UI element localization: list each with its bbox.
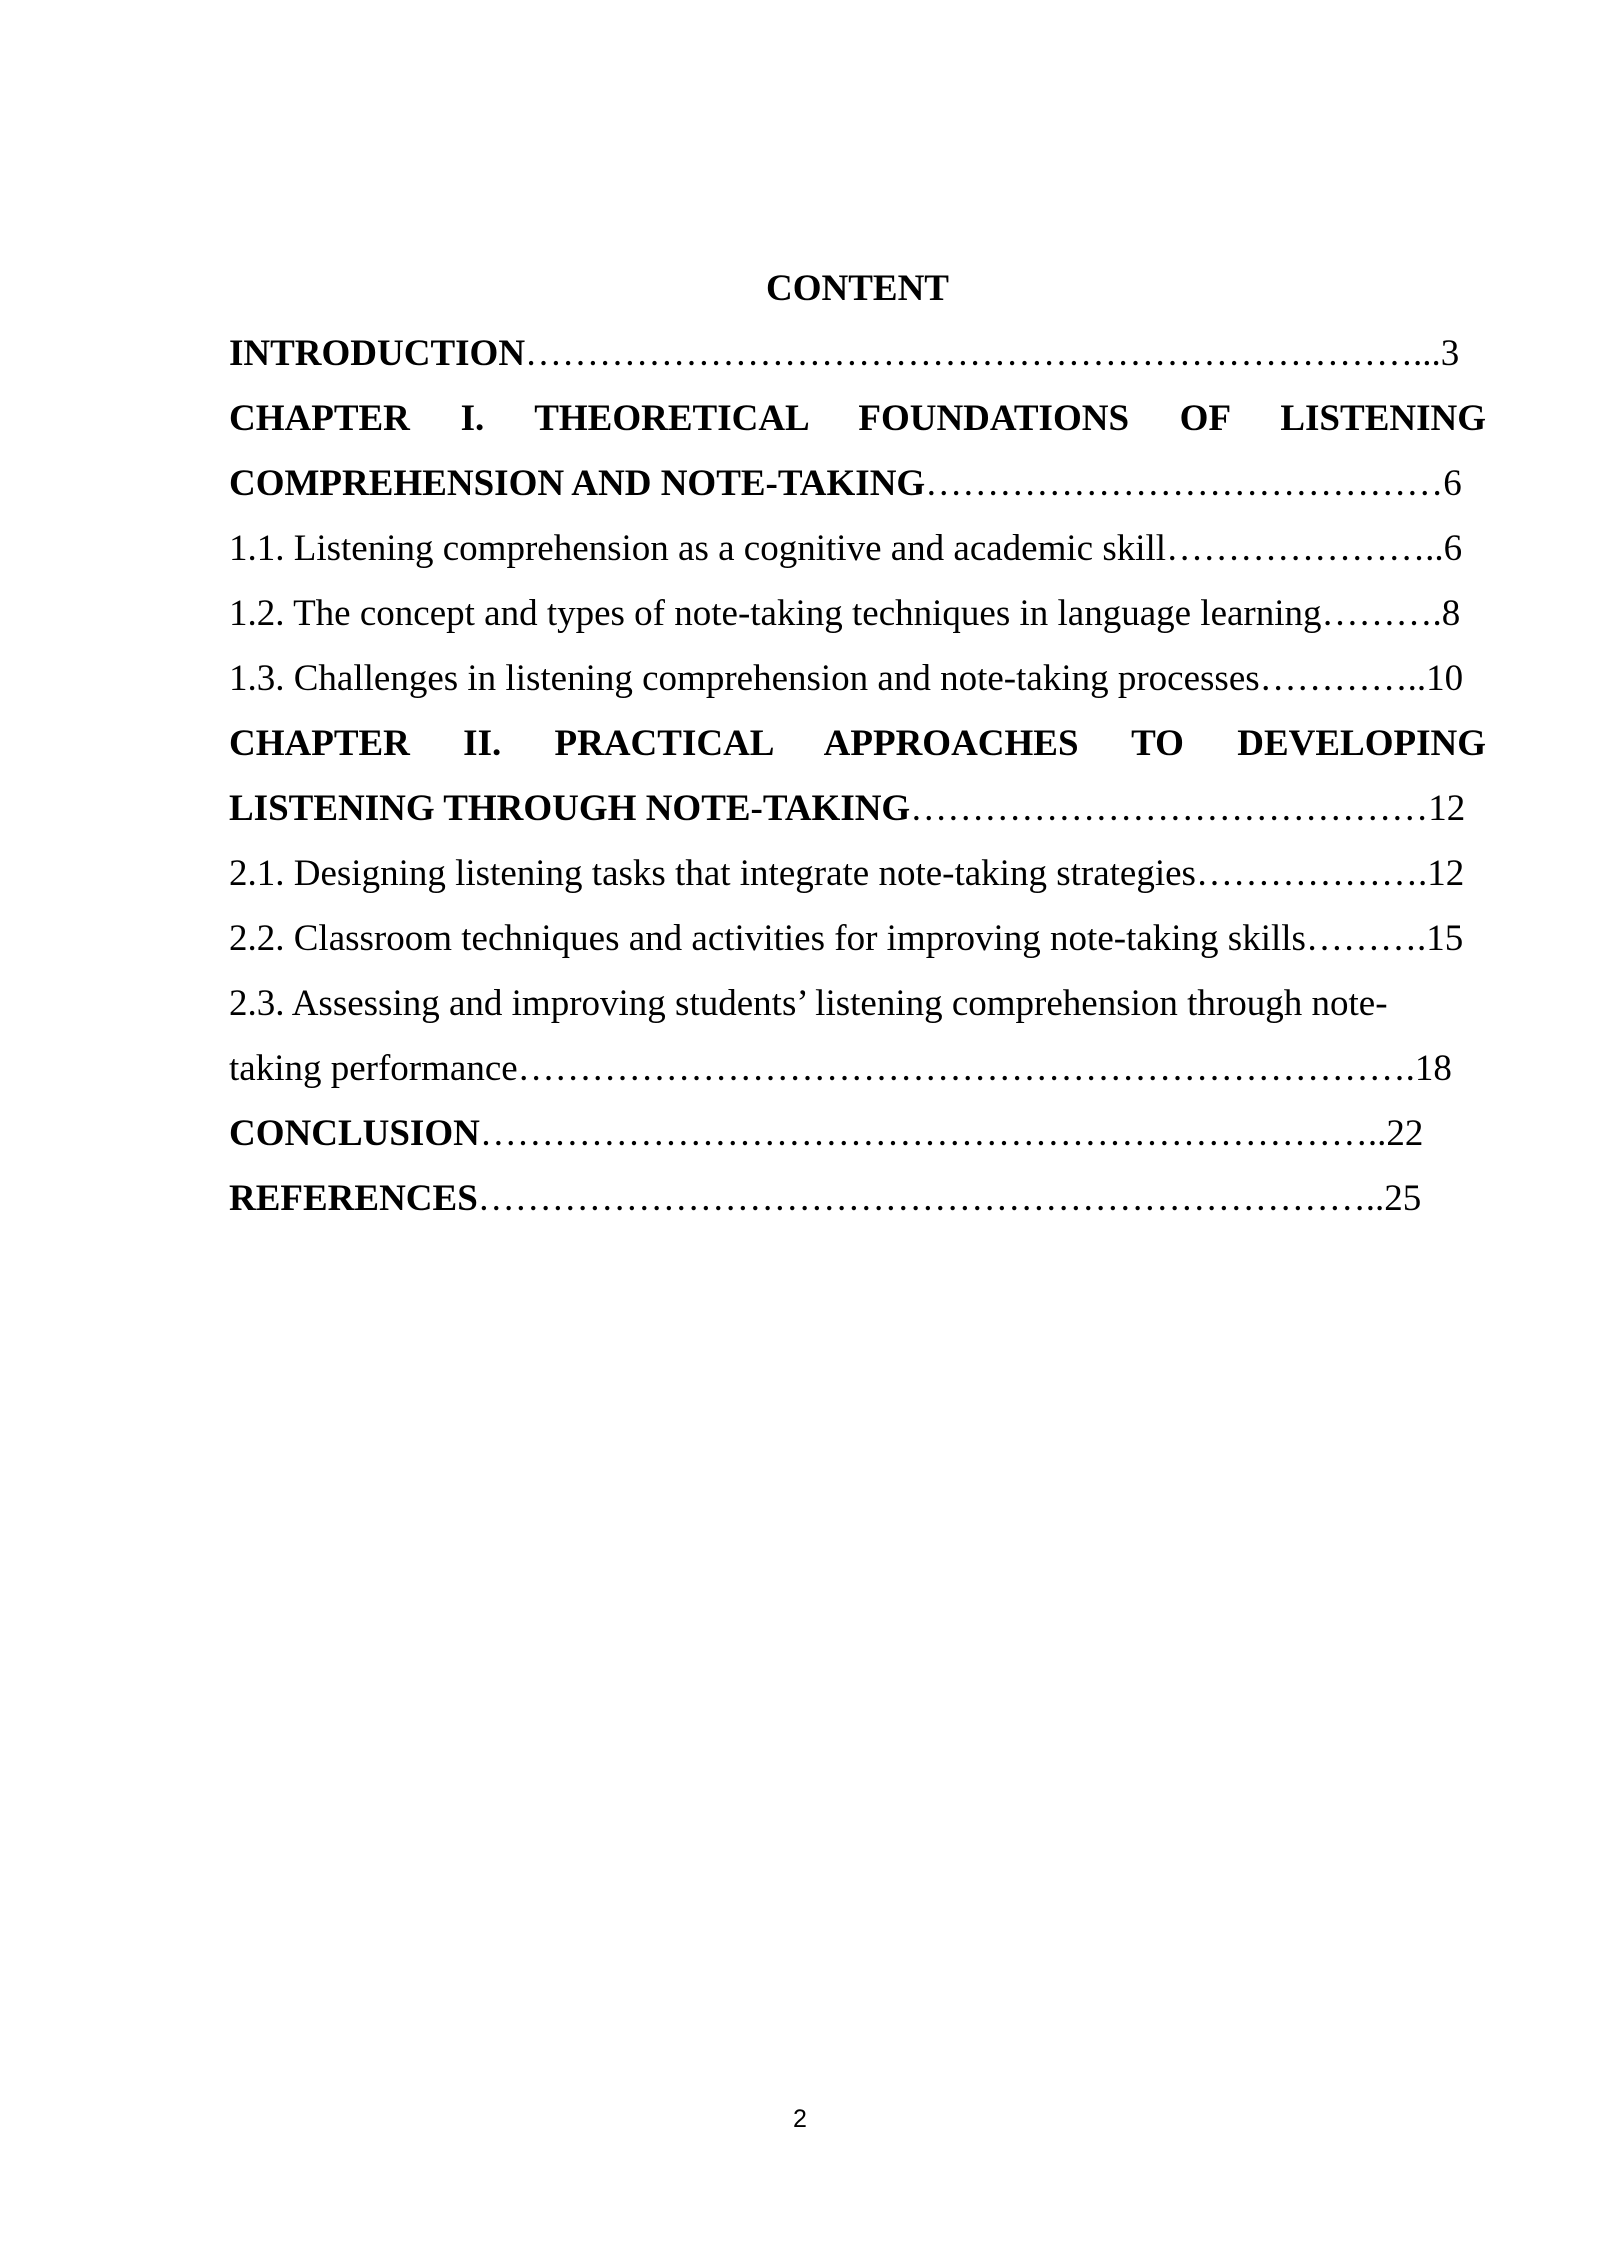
toc-leader: ………….. (1259, 658, 1427, 699)
toc-page-number: 3 (1440, 333, 1460, 374)
toc-leader: ……………………………………………………………….. (477, 1178, 1385, 1219)
toc-entry-text: 1.3. Challenges in listening comprehension and note-taking processes (229, 658, 1260, 699)
toc-page-number: 15 (1426, 918, 1464, 959)
toc-entry-text: REFERENCES (229, 1178, 478, 1219)
toc-entry-text: CONCLUSION (229, 1113, 480, 1154)
toc-entry-text: 2.1. Designing listening tasks that integrate note-taking strategies (229, 853, 1196, 894)
toc-entry-text: INTRODUCTION (229, 333, 526, 374)
toc-entry-chapter-1-continued (229, 451, 1486, 516)
toc-entry-2-3: 2.3. Assessing and improving students’ listening comprehension through note- (229, 983, 1388, 1024)
toc-entry-chapter-2-continued (229, 776, 1486, 841)
toc-page-number: 8 (1441, 593, 1461, 634)
toc-leader: …………………………………… (925, 463, 1444, 504)
toc-leader: ………………….. (1166, 528, 1444, 569)
toc-page-number: 18 (1414, 1048, 1452, 1089)
toc-leader: ………. (1305, 918, 1427, 959)
toc-entry-text: 1.1. Listening comprehension as a cognitive and academic skill (229, 528, 1167, 569)
toc-page-number: 6 (1443, 528, 1463, 569)
toc-entry-2-2 (229, 906, 1486, 971)
toc-entry-text: taking performance (229, 1048, 518, 1089)
toc-title: CONTENT (766, 268, 949, 309)
toc-entry-text: 1.2. The concept and types of note-taking techniques in language learning (229, 593, 1322, 634)
toc-leader: ………………………………………………………………. (517, 1048, 1415, 1089)
toc-entry-1-2 (229, 581, 1486, 646)
toc-entry-introduction (229, 321, 1486, 386)
toc-page-number: 22 (1386, 1113, 1424, 1154)
table-of-contents (229, 256, 1486, 1231)
toc-page-number: 12 (1428, 788, 1466, 829)
toc-entry-chapter-1: CHAPTER I. THEORETICAL FOUNDATIONS OF LISTENING (229, 398, 1486, 439)
toc-leader: …………………………………… (910, 788, 1429, 829)
toc-entry-text: 2.2. Classroom techniques and activities for improving note-taking skills (229, 918, 1306, 959)
toc-entry-conclusion (229, 1101, 1486, 1166)
toc-page-number: 12 (1427, 853, 1465, 894)
toc-leader: ………………………………………………………………... (525, 333, 1441, 374)
toc-entry-references (229, 1166, 1486, 1231)
toc-leader: ………. (1321, 593, 1442, 634)
toc-page-number: 6 (1443, 463, 1462, 504)
toc-page-number: 10 (1426, 658, 1464, 699)
toc-entry-chapter-2: CHAPTER II. PRACTICAL APPROACHES TO DEVELOPING (229, 723, 1486, 764)
page-number: 2 (793, 2105, 807, 2133)
toc-entry-text: LISTENING THROUGH NOTE-TAKING (229, 788, 911, 829)
toc-page-number: 25 (1384, 1178, 1422, 1219)
toc-leader: ………………. (1195, 853, 1428, 894)
toc-entry-1-1 (229, 516, 1486, 581)
toc-entry-2-1 (229, 841, 1486, 906)
toc-entry-2-3-continued (229, 1036, 1486, 1101)
toc-leader: ……………………………………………………………….. (479, 1113, 1387, 1154)
toc-entry-1-3 (229, 646, 1486, 711)
toc-entry-text: COMPREHENSION AND NOTE-TAKING (229, 463, 926, 504)
